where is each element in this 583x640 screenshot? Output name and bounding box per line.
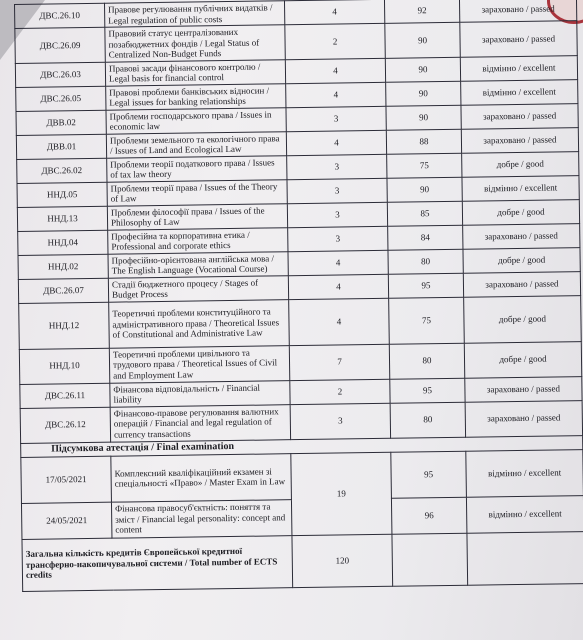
course-credits: 2	[285, 23, 385, 59]
exam-date: 24/05/2021	[21, 502, 111, 539]
course-title: Теоретичні проблеми цивільного та трудового права / Theoretical Issues of Civil and Employment Law	[109, 345, 289, 383]
course-credits: 3	[287, 178, 387, 203]
course-grade: зараховано / passed	[460, 21, 577, 57]
course-score: 90	[385, 22, 460, 58]
course-code: ДВС.26.10	[15, 3, 105, 28]
total-credits-label: Загальна кількість кредитів Європейської кредитної трансферно-накопичувальної системи / Total number of ECTS credits	[22, 535, 293, 591]
course-score: 84	[388, 225, 463, 250]
course-title: Фінансова відповідальність / Financial liability	[110, 380, 290, 407]
course-score: 80	[388, 249, 463, 274]
course-grade: добре / good	[463, 247, 580, 273]
course-title: Правові засади фінансового контролю / Legal basis for financial control	[105, 59, 285, 86]
course-title: Проблеми теорії права / Issues of the Theory of Law	[107, 179, 287, 206]
exam-grade: відмінно / excellent	[466, 449, 583, 497]
empty-cell	[392, 533, 468, 586]
course-grade: відмінно / excellent	[462, 175, 579, 201]
course-grade: відмінно / excellent	[461, 79, 578, 105]
exam-date: 17/05/2021	[21, 456, 112, 503]
course-grade: добре / good	[464, 341, 581, 378]
course-grade: відмінно / excellent	[460, 55, 577, 81]
exam-title: Фінансова правосуб'єктність: поняття та зміст / Financial legal personality: concept and content	[111, 499, 291, 538]
course-code: ННД.04	[18, 230, 108, 255]
grades-table	[14, 0, 583, 591]
course-score: 90	[386, 81, 461, 106]
final-exam-row	[21, 449, 583, 503]
course-credits: 4	[289, 298, 390, 345]
course-title: Правове регулювання публічних видатків / Legal regulation of public costs	[104, 1, 284, 28]
course-score: 90	[386, 105, 461, 130]
course-credits: 4	[286, 130, 386, 155]
course-score: 85	[387, 201, 462, 226]
course-score: 95	[388, 273, 463, 298]
course-title: Правовий статус централізованих позабюджетних фондів / Legal Status of Centralized Non-Budget Funds	[105, 25, 285, 62]
course-score: 80	[390, 402, 465, 438]
course-score: 75	[389, 297, 465, 344]
course-code: ДВВ.01	[16, 134, 106, 159]
total-credits-row	[22, 531, 583, 591]
course-code: ННД.10	[19, 348, 109, 384]
course-code: ННД.05	[17, 182, 107, 207]
course-score: 90	[385, 57, 460, 82]
course-title: Фінансово-правове регулювання валютних операцій / Financial and legal regulation of currency transactions	[110, 404, 290, 442]
course-score: 88	[386, 129, 461, 154]
course-title: Професійно-орієнтована англійська мова / The English Language (Vocational Course)	[108, 251, 288, 278]
course-code: ННД.13	[17, 206, 107, 231]
course-code: ДВС.26.07	[18, 278, 108, 303]
course-credits: 2	[290, 379, 390, 404]
course-code: ДВС.26.03	[15, 62, 105, 87]
course-title: Проблеми теорії податкового права / Issues of tax law theory	[107, 155, 287, 182]
table-row	[19, 295, 582, 349]
final-credits: 19	[291, 452, 392, 535]
exam-score: 95	[391, 451, 467, 498]
exam-title: Комплексний кваліфікаційний екзамен зі спеціальності «Право» / Master Exam in Law	[111, 453, 292, 502]
course-grade: добре / good	[464, 295, 582, 343]
course-title: Професійна та корпоративна етика / Professional and corporate ethics	[108, 227, 288, 254]
course-title: Проблеми господарського права / Issues in economic law	[106, 107, 286, 134]
course-credits: 3	[286, 106, 386, 131]
section-title: Підсумкова атестація / Final examination	[21, 435, 583, 457]
course-title: Стадії бюджетного процесу / Stages of Budget Process	[108, 275, 288, 302]
course-grade: зараховано / passed	[463, 223, 580, 249]
course-grade: зараховано / passed	[463, 271, 580, 297]
course-credits: 4	[286, 82, 386, 107]
empty-cell	[467, 531, 583, 585]
course-grade: зараховано / passed	[465, 376, 582, 402]
course-grade: зараховано / passed	[461, 127, 578, 153]
course-code: ДВВ.02	[16, 110, 106, 135]
exam-grade: відмінно / excellent	[466, 495, 583, 533]
course-score: 80	[389, 343, 464, 379]
course-code: ННД.12	[19, 302, 110, 349]
total-credits-value: 120	[292, 534, 393, 587]
course-title: Проблеми земельного та екологічного права / Issues of Land and Ecological Law	[106, 131, 286, 158]
course-credits: 4	[285, 58, 385, 83]
course-title: Проблеми філософії права / Issues of the Philosophy of Law	[107, 203, 287, 230]
course-credits: 4	[284, 0, 384, 25]
course-grade: зараховано / passed	[465, 400, 582, 437]
course-credits: 3	[290, 403, 390, 439]
course-credits: 3	[287, 202, 387, 227]
course-code: ДВС.26.12	[20, 407, 110, 443]
course-credits: 4	[288, 250, 388, 275]
course-grade: зараховано / passed	[461, 103, 578, 129]
course-code: ДВС.26.02	[17, 158, 107, 183]
course-score: 95	[390, 378, 465, 403]
course-code: ДВС.26.09	[15, 27, 105, 63]
course-credits: 3	[288, 226, 388, 251]
course-credits: 7	[289, 344, 389, 380]
course-code: ННД.02	[18, 254, 108, 279]
course-code: ДВС.26.11	[20, 383, 110, 408]
course-title: Теоретичні проблеми конституційного та адміністративного права / Theoretical Issues of Constitutional and Administrative Law	[109, 299, 290, 348]
course-grade: зараховано / passed	[459, 0, 576, 22]
course-grade: добре / good	[462, 151, 579, 177]
course-score: 92	[384, 0, 459, 23]
exam-score: 96	[391, 497, 466, 534]
course-score: 90	[387, 177, 462, 202]
course-title: Правові проблеми банківських відносин / Legal issues for banking relationships	[106, 83, 286, 110]
course-credits: 4	[288, 274, 388, 299]
course-code: ДВС.26.05	[16, 86, 106, 111]
course-grade: добре / good	[462, 199, 579, 225]
course-credits: 3	[287, 154, 387, 179]
course-score: 75	[387, 153, 462, 178]
